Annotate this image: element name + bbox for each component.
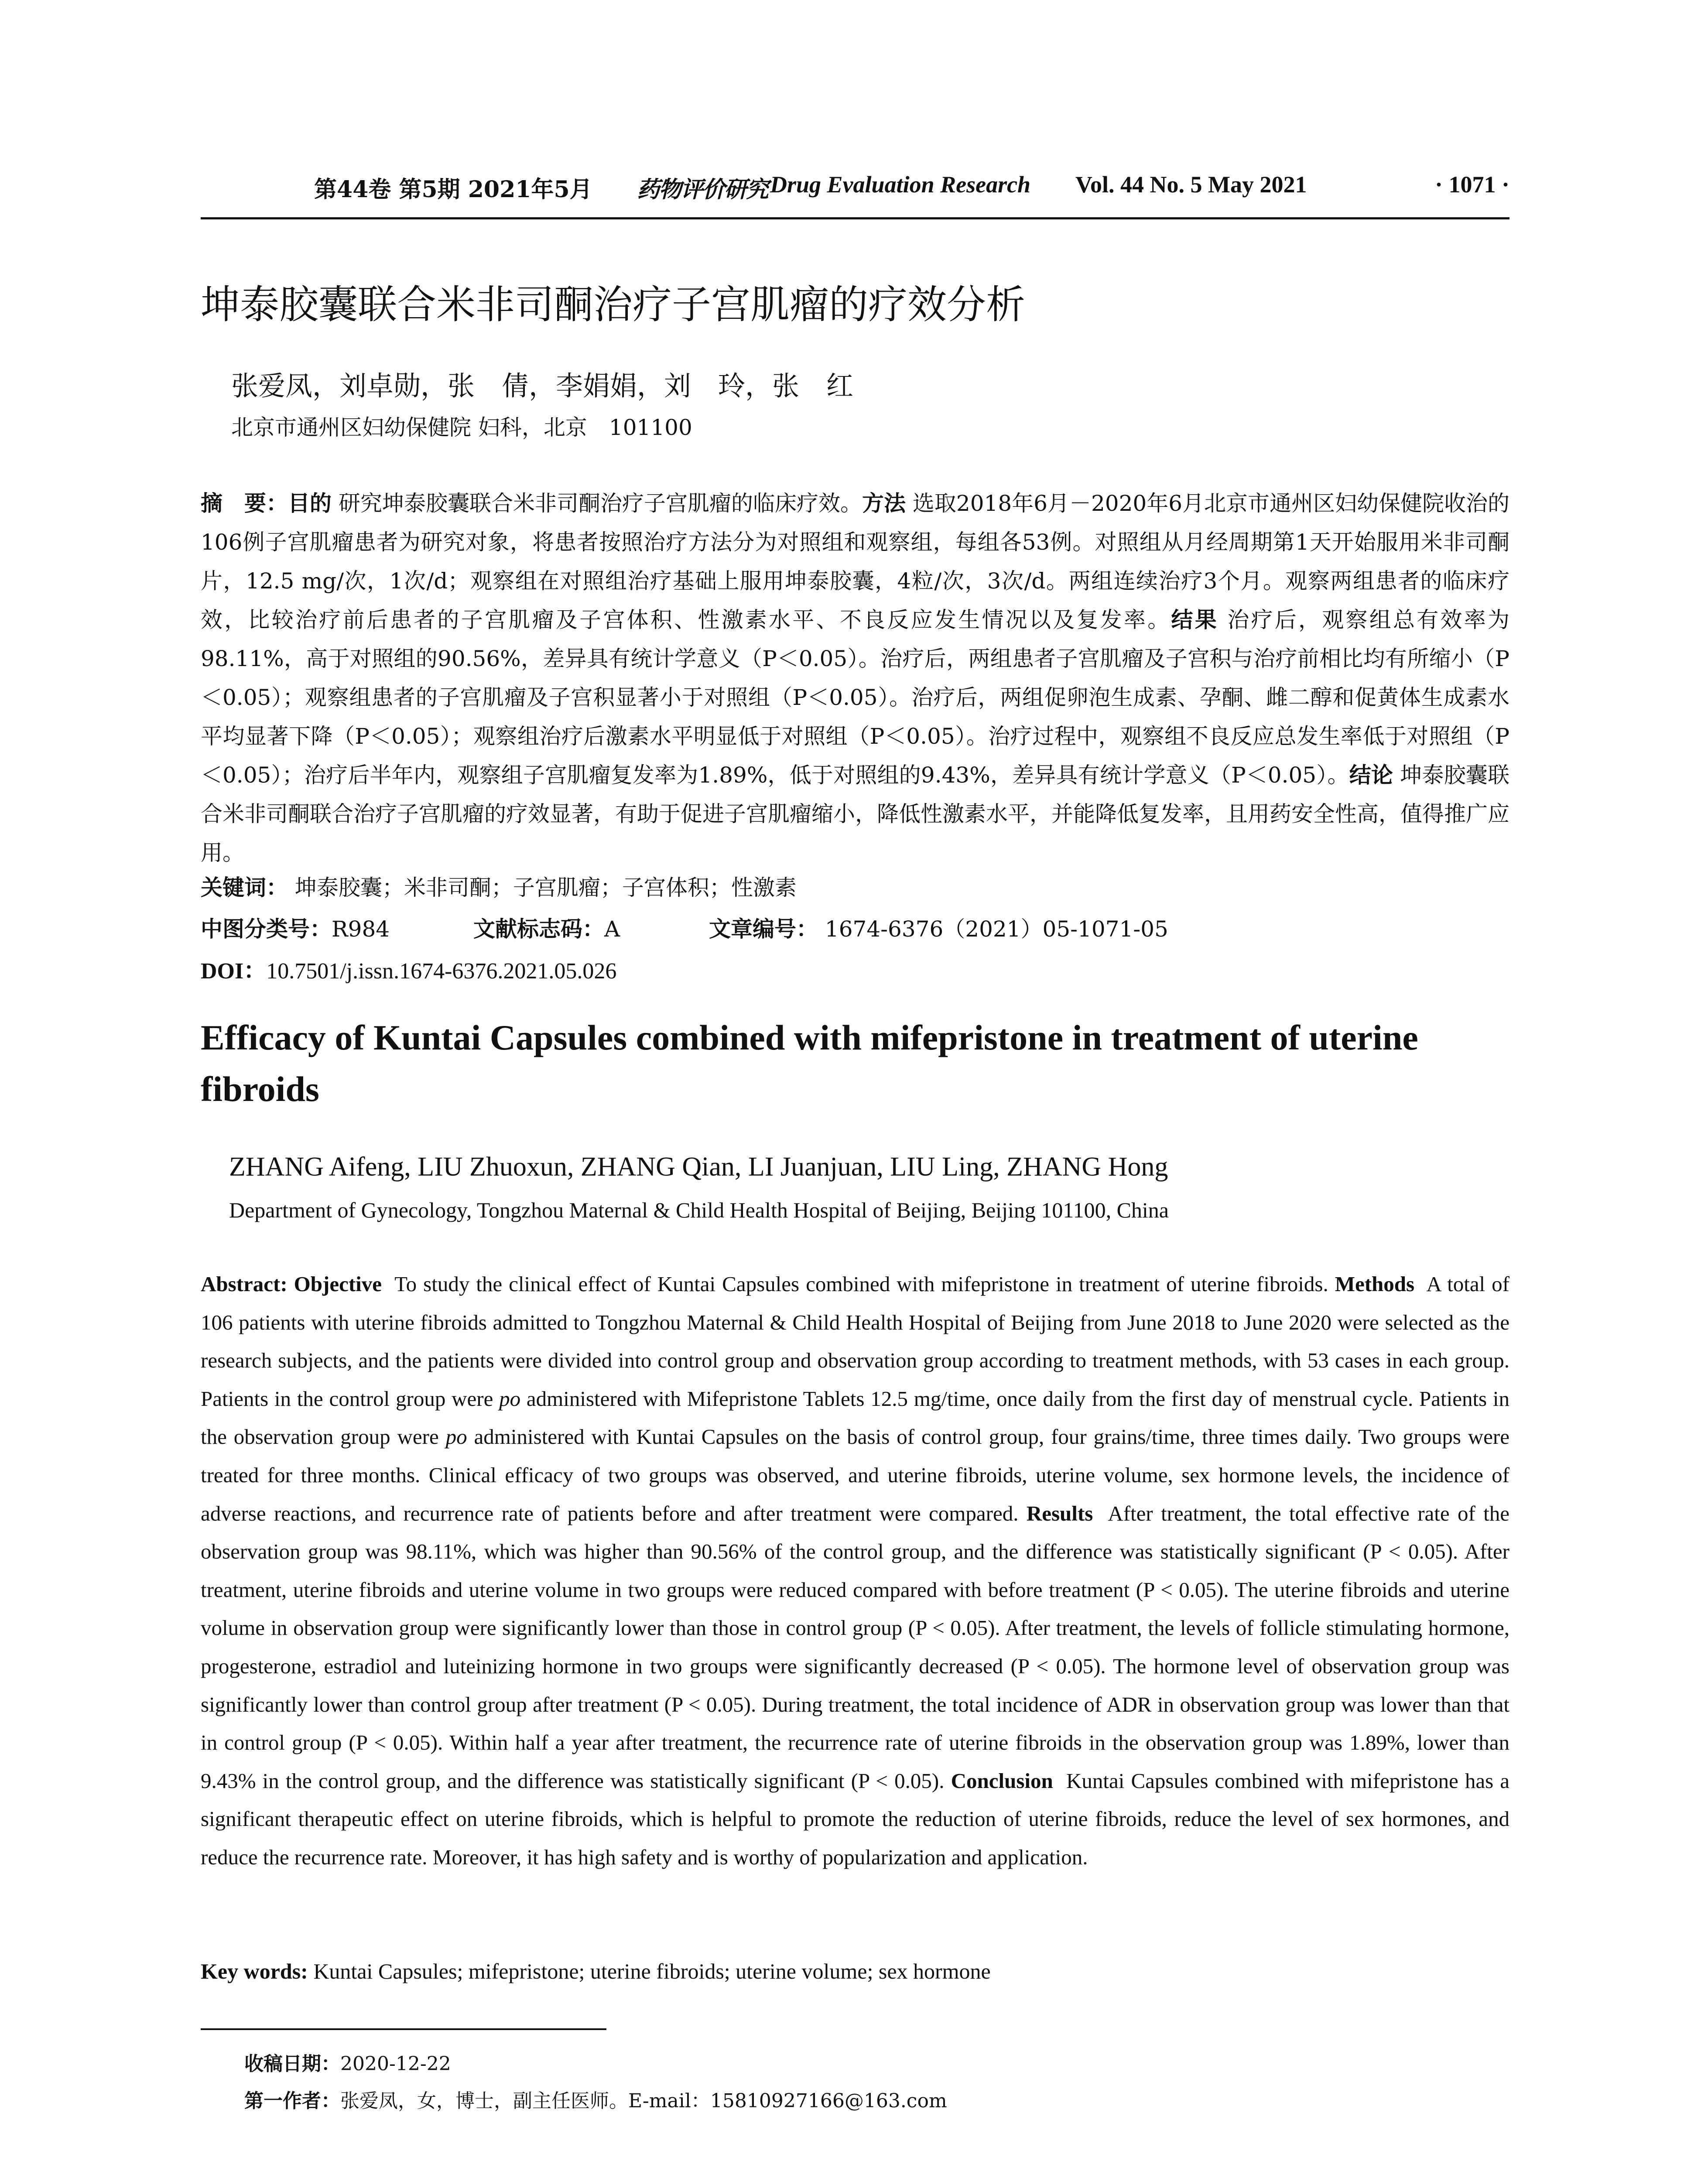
keywords-en — [201, 1959, 991, 1984]
clc-label: 中图分类号： — [201, 916, 332, 942]
clc-value: R984 — [332, 916, 390, 942]
keywords-text-en: Kuntai Capsules; mifepristone; uterine fibroids; uterine volume; sex hormone — [313, 1959, 991, 1983]
first-author-info: 张爱凤，女，博士，副主任医师。E-mail：15810927166@163.com — [340, 2090, 947, 2112]
authors-cn: 张爱凤，刘卓勋，张 倩，李娟娟，刘 玲，张 红 — [231, 370, 854, 402]
first-author-label: 第一作者： — [244, 2090, 340, 2112]
authors-en: ZHANG Aifeng, LIU Zhuoxun, ZHANG Qian, LI Juanjuan, LIU Ling, ZHANG Hong — [229, 1152, 1168, 1182]
article-number-field — [709, 912, 1168, 943]
header-issue-cn: 第44卷 第5期 2021年5月 — [314, 176, 592, 203]
objective-text-cn: 研究坤泰胶囊联合米非司酮治疗子宫肌瘤的临床疗效。 — [338, 491, 862, 516]
keywords-cn — [201, 870, 797, 902]
abstract-cn — [201, 484, 1509, 872]
abstract-en — [201, 1265, 1509, 1877]
methods-po-2: po — [445, 1425, 467, 1449]
received-date: 2020-12-22 — [340, 2053, 451, 2075]
methods-label-cn: 方法 — [862, 491, 906, 516]
doi-label: DOI： — [201, 959, 267, 984]
conclusion-text-cn: 坤泰胶囊联合米非司酮联合治疗子宫肌瘤的疗效显著，有助于促进子宫肌瘤缩小，降低性激素水平，并能降低复发率，且用药安全性高，值得推广应用。 — [201, 762, 1509, 865]
objective-text-en: To study the clinical effect of Kuntai Capsules combined with mifepristone in treatment of uterine fibroids. — [394, 1272, 1328, 1296]
conclusion-text-en: Kuntai Capsules combined with mifepristone has a significant therapeutic effect on uterine fibroids, which is helpful to promote the reduction of uterine fibroids, reduce the level of sex hormones, and reduce the recurrence rate. Moreover, it has high safety and is worthy of popularization and application. — [201, 1768, 1510, 1869]
header-journal-en: Drug Evaluation Research — [770, 171, 1031, 198]
article-number-value: 1674-6376（2021）05-1071-05 — [825, 916, 1168, 942]
doi-link[interactable]: 10.7501/j.issn.1674-6376.2021.05.026 — [266, 959, 617, 984]
keywords-label-cn: 关键词： — [201, 875, 288, 900]
doc-code-field — [473, 912, 620, 943]
results-label-en: Results — [1026, 1501, 1093, 1525]
results-label-cn: 结果 — [1171, 607, 1219, 632]
doc-code-label: 文献标志码： — [473, 916, 604, 942]
conclusion-label-en: Conclusion — [951, 1768, 1053, 1793]
abstract-label-en: Abstract: — [201, 1272, 288, 1296]
objective-label-cn: 目的 — [288, 491, 332, 516]
affiliation-en: Department of Gynecology, Tongzhou Maternal & Child Health Hospital of Beijing, Beijing 101100, China — [229, 1198, 1169, 1222]
methods-text-en-2: administered with Mifepristone Tablets 12.5 mg/time, once daily from the first day of menstrual cycle. Patients in the observation group were — [201, 1386, 1510, 1449]
journal-logo: 药物评价研究 — [637, 176, 768, 203]
methods-text-en-3: administered with Kuntai Capsules on the basis of control group, four grains/time, three times daily. Two groups were treated for three months. Clinical efficacy of two groups was observed, and uterine fibroids, uterine volume, sex hormone levels, the incidence of adverse reactions, and recurrence rate of patients before and after treatment were compared. — [201, 1425, 1510, 1525]
abstract-label-cn: 摘 要： — [201, 491, 288, 516]
article-number-label: 文章编号： — [709, 916, 818, 942]
keywords-label-en: Key words: — [201, 1959, 308, 1983]
footnote-divider — [201, 2028, 606, 2030]
clc-field — [201, 912, 390, 943]
objective-label-en: Objective — [294, 1272, 382, 1296]
doi-row — [201, 952, 616, 985]
received-label: 收稿日期： — [244, 2053, 340, 2075]
keywords-text-cn: 坤泰胶囊；米非司酮；子宫肌瘤；子宫体积；性激素 — [294, 875, 797, 900]
header-page-number: · 1071 · — [1434, 171, 1509, 198]
doc-code-value: A — [604, 916, 620, 942]
footnote-author — [244, 2085, 947, 2113]
header-volume: Vol. 44 No. 5 May 2021 — [1075, 171, 1307, 198]
page-title-cn: 坤泰胶囊联合米非司酮治疗子宫肌瘤的疗效分析 — [201, 282, 1025, 328]
results-text-cn: 治疗后，观察组总有效率为98.11%，高于对照组的90.56%，差异具有统计学意义（P＜0.05）。治疗后，两组患者子宫肌瘤及子宫积与治疗前相比均有所缩小（P＜0.05）；观察组患者的子宫肌瘤及子宫积显著小于对照组（P＜0.05）。治疗后，两组促卵泡生成素、孕酮、雌二醇和促黄体生成素水平均显著下降（P＜0.05）；观察组治疗后激素水平明显低于对照组（P＜0.05）。治疗过程中，观察组不良反应总发生率低于对照组（P＜0.05）；治疗后半年内，观察组子宫肌瘤复发率为1.89%，低于对照组的9.43%，差异具有统计学意义（P＜0.05）。 — [201, 607, 1510, 788]
running-header — [201, 165, 1509, 219]
page-title-en: Efficacy of Kuntai Capsules combined with mifepristone in treatment of uterine fibroids — [201, 1018, 1418, 1109]
results-text-en: After treatment, the total effective rate of the observation group was 98.11%, which was higher than 90.56% of the control group, and the difference was statistically significant (P < 0.05). After treatment, uterine fibroids and uterine volume in two groups were reduced compared with before treatment (P < 0.05). The uterine fibroids and uterine volume in observation group were significantly lower than those in control group (P < 0.05). After treatment, the levels of follicle stimulating hormone, progesterone, estradiol and luteinizing hormone in two groups were significantly decreased (P < 0.05). The hormone level of observation group was significantly lower than control group after treatment (P < 0.05). During treatment, the total incidence of ADR in observation group was lower than that in control group (P < 0.05). Within half a year after treatment, the recurrence rate of uterine fibroids in the observation group was 1.89%, lower than 9.43% in the control group, and the difference was statistically significant (P < 0.05). — [201, 1501, 1510, 1793]
footnote-received — [244, 2048, 451, 2076]
methods-text-en-1: A total of 106 patients with uterine fibroids admitted to Tongzhou Maternal & Child Health Hospital of Beijing from June 2018 to June 2020 were selected as the research subjects, and the patients were divided into control group and observation group according to treatment methods, with 53 cases in each group. Patients in the control group were — [201, 1272, 1509, 1411]
methods-text-cn: 选取2018年6月－2020年6月北京市通州区妇幼保健院收治的106例子宫肌瘤患者为研究对象，将患者按照治疗方法分为对照组和观察组，每组各53例。对照组从月经周期第1天开始服用米非司酮片，12.5 mg/次，1次/d；观察组在对照组治疗基础上服用坤泰胶囊，4粒/次，3次/d。两组连续治疗3个月。观察两组患者的临床疗效，比较治疗前后患者的子宫肌瘤及子宫体积、性激素水平、不良反应发生情况以及复发率。 — [201, 491, 1510, 632]
methods-po-1: po — [499, 1386, 521, 1411]
conclusion-label-cn: 结论 — [1349, 762, 1393, 788]
methods-label-en: Methods — [1335, 1272, 1415, 1296]
affiliation-cn: 北京市通州区妇幼保健院 妇科，北京 101100 — [231, 415, 692, 440]
